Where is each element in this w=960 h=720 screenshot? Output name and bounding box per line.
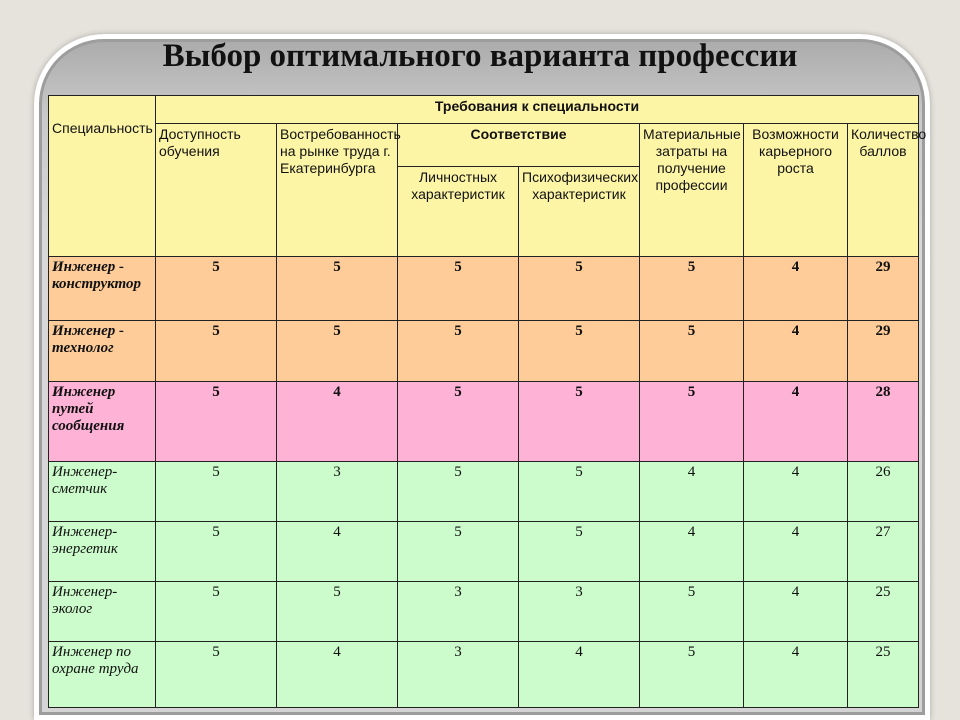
cell-psycho: 5: [519, 522, 640, 582]
cell-costs: 4: [640, 522, 744, 582]
cell-costs: 5: [640, 382, 744, 462]
row-name: Инженер путей сообщения: [49, 382, 156, 462]
cell-total: 25: [848, 642, 919, 708]
table-row: [49, 382, 919, 462]
cell-costs: 5: [640, 582, 744, 642]
row-name: Инженер-энергетик: [49, 522, 156, 582]
table-row: [49, 582, 919, 642]
table-row: [49, 642, 919, 708]
cell-psycho: 4: [519, 642, 640, 708]
header-specialty: [49, 96, 156, 257]
header-costs: Материальные затраты на получение профессии: [640, 124, 744, 257]
cell-psycho: 5: [519, 321, 640, 382]
cell-total: 25: [848, 582, 919, 642]
table-row: [49, 257, 919, 321]
cell-personal: 5: [398, 522, 519, 582]
header-career: Возможности карьерного роста: [744, 124, 848, 257]
cell-costs: 5: [640, 642, 744, 708]
cell-career: 4: [744, 257, 848, 321]
cell-access: 5: [156, 462, 277, 522]
cell-career: 4: [744, 462, 848, 522]
cell-personal: 5: [398, 382, 519, 462]
cell-psycho: 3: [519, 582, 640, 642]
cell-access: 5: [156, 257, 277, 321]
cell-demand: 4: [277, 382, 398, 462]
cell-career: 4: [744, 522, 848, 582]
cell-total: 29: [848, 321, 919, 382]
table-row: [49, 462, 919, 522]
row-name: Инженер-эколог: [49, 582, 156, 642]
cell-personal: 5: [398, 321, 519, 382]
cell-costs: 5: [640, 321, 744, 382]
cell-costs: 4: [640, 462, 744, 522]
table-row: [49, 522, 919, 582]
cell-total: 26: [848, 462, 919, 522]
cell-total: 29: [848, 257, 919, 321]
header-match: Соответствие: [398, 124, 640, 167]
cell-personal: 5: [398, 257, 519, 321]
header-specialty-label: Специальность: [52, 120, 153, 136]
cell-total: 27: [848, 522, 919, 582]
cell-demand: 5: [277, 257, 398, 321]
header-personal: Личностных характеристик: [398, 167, 519, 257]
cell-personal: 3: [398, 582, 519, 642]
cell-access: 5: [156, 522, 277, 582]
row-name: Инженер по охране труда: [49, 642, 156, 708]
cell-career: 4: [744, 321, 848, 382]
cell-career: 4: [744, 642, 848, 708]
header-demand: Востребованность на рынке труда г. Екатеринбурга: [277, 124, 398, 257]
cell-demand: 4: [277, 522, 398, 582]
cell-access: 5: [156, 321, 277, 382]
cell-access: 5: [156, 382, 277, 462]
cell-psycho: 5: [519, 462, 640, 522]
cell-demand: 5: [277, 321, 398, 382]
row-name: Инженер - конструктор: [49, 257, 156, 321]
cell-career: 4: [744, 582, 848, 642]
header-access: Доступность обучения: [156, 124, 277, 257]
cell-psycho: 5: [519, 382, 640, 462]
cell-personal: 5: [398, 462, 519, 522]
page-title: Выбор оптимального варианта профессии: [162, 38, 798, 74]
table-row: [49, 321, 919, 382]
header-requirements: Требования к специальности: [156, 96, 919, 124]
cell-access: 5: [156, 582, 277, 642]
cell-demand: 3: [277, 462, 398, 522]
row-name: Инженер-сметчик: [49, 462, 156, 522]
profession-table: [48, 95, 927, 708]
cell-total: 28: [848, 382, 919, 462]
row-name: Инженер - технолог: [49, 321, 156, 382]
header-psycho: Психофизических характеристик: [519, 167, 640, 257]
header-total: Количество баллов: [848, 124, 919, 257]
cell-demand: 5: [277, 582, 398, 642]
cell-demand: 4: [277, 642, 398, 708]
cell-access: 5: [156, 642, 277, 708]
cell-psycho: 5: [519, 257, 640, 321]
cell-career: 4: [744, 382, 848, 462]
cell-personal: 3: [398, 642, 519, 708]
cell-costs: 5: [640, 257, 744, 321]
